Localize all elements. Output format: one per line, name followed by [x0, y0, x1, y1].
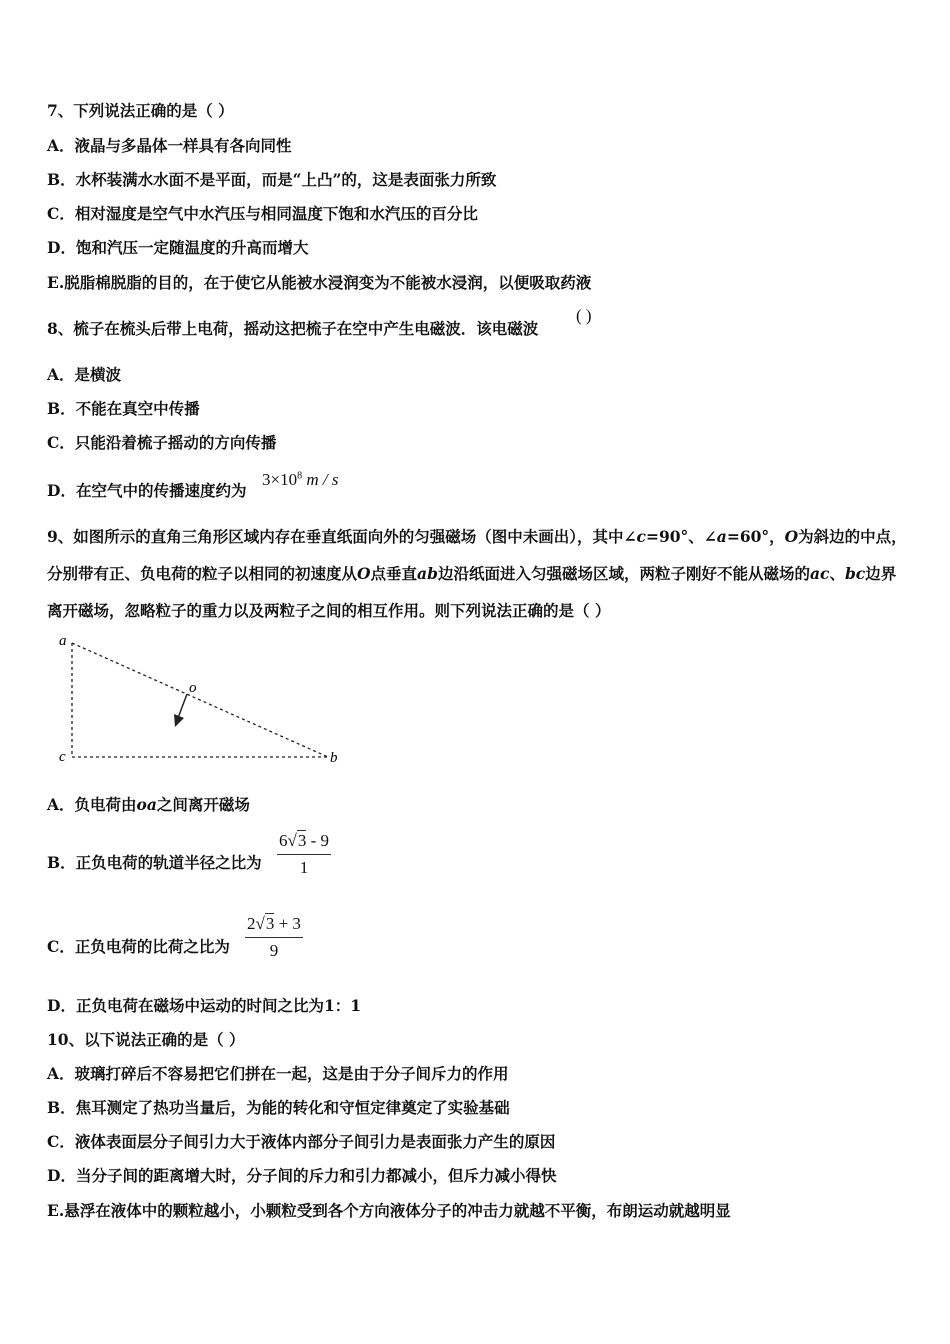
- q8-speed-formula: [262, 470, 338, 490]
- q8-stem: 8、梳子在梳头后带上电荷，摇动这把梳子在空中产生电磁波．该电磁波: [47, 319, 539, 338]
- label-o: o: [189, 680, 197, 696]
- q9-stem-part4: 边沿纸面进入匀强磁场区域，两粒子刚好不能从磁场的: [437, 564, 810, 583]
- q9-var-bc: bc: [844, 564, 866, 583]
- q7-option-b: B．水杯装满水水面不是平面，而是“上凸”的，这是表面张力所致: [47, 170, 497, 189]
- q9-stem: [47, 518, 907, 629]
- q10-option-e: E.悬浮在液体中的颗粒越小，小颗粒受到各个方向液体分子的冲击力就越不平衡，布朗运动就越明显: [47, 1201, 731, 1220]
- q9-stem-part2: 为斜边的中点，分别带有正、负电荷的粒子以相同的初速度从: [47, 527, 907, 583]
- q9-triangle-figure: [50, 628, 350, 773]
- label-c: c: [59, 749, 66, 765]
- q7-option-a: A．液晶与多晶体一样具有各向同性: [47, 136, 292, 155]
- q9-option-a-post: 之间离开磁场: [156, 795, 250, 814]
- fraction-numerator: 6√3 - 9: [277, 831, 331, 855]
- q9-stem-part5: 边界离开磁场，忽略粒子的重力以及两粒子之间的相互作用。则下列说法正确的是（ ）: [47, 564, 897, 620]
- q10-stem: 10、以下说法正确的是（ ）: [47, 1030, 245, 1049]
- q9-sep: 、: [829, 564, 845, 583]
- fraction-denominator: 1: [299, 858, 309, 877]
- q8-option-c: C．只能沿着梳子摇动的方向传播: [47, 433, 277, 452]
- q10-option-c: C．液体表面层分子间引力大于液体内部分子间引力是表面张力产生的原因: [47, 1132, 556, 1151]
- q9-option-a: [47, 795, 250, 815]
- q9-var-ab: ab: [417, 564, 438, 583]
- q9-option-d: D．正负电荷在磁场中运动的时间之比为1：1: [47, 996, 362, 1015]
- label-b: b: [330, 750, 338, 766]
- q9-ratio-b-fraction: [277, 831, 331, 878]
- q10-option-a: A．玻璃打碎后不容易把它们拼在一起，这是由于分子间斥力的作用: [47, 1064, 509, 1083]
- q10-option-b: B．焦耳测定了热功当量后，为能的转化和守恒定律奠定了实验基础: [47, 1098, 510, 1117]
- velocity-arrow-shaft: [178, 694, 187, 718]
- q7-option-d: D．饱和汽压一定随温度的升高而增大: [47, 238, 309, 257]
- q9-option-a-pre: A．负电荷由: [47, 795, 137, 814]
- q9-ratio-c-fraction: [245, 914, 303, 961]
- fraction-denominator: 9: [269, 941, 279, 960]
- q9-option-c: C．正负电荷的比荷之比为: [47, 937, 230, 956]
- q8-speed-unit: m / s: [306, 470, 339, 489]
- q9-var-ac: ac: [809, 564, 830, 583]
- q9-stem-part1: 9、如图所示的直角三角形区域内存在垂直纸面向外的匀强磁场（图中未画出），其中∠: [47, 527, 637, 546]
- q7-option-c: C．相对湿度是空气中水汽压与相同温度下饱和水汽压的百分比: [47, 204, 478, 223]
- q8-answer-bracket: ( ): [576, 306, 592, 325]
- q9-var-o2: O: [357, 564, 371, 583]
- q8-option-d-text: D．在空气中的传播速度约为: [47, 481, 247, 500]
- fraction-numerator: 2√3 + 3: [245, 914, 303, 938]
- q8-option-d: [47, 481, 246, 501]
- q10-option-d: D．当分子间的距离增大时，分子间的斥力和引力都减小，但斥力减小得快: [47, 1166, 557, 1185]
- q9-option-b: B．正负电荷的轨道半径之比为: [47, 853, 262, 872]
- q7-option-e: E.脱脂棉脱脂的目的，在于使它从能被水浸润变为不能被水浸润，以便吸取药液: [47, 273, 592, 292]
- q9-angle-c: =90°、∠: [645, 527, 717, 546]
- q9-var-a: a: [716, 527, 727, 546]
- q8-speed-exp: 8: [297, 470, 303, 482]
- q8-option-a: A．是横波: [47, 365, 122, 384]
- edge-ab: [72, 643, 328, 757]
- q9-stem-part3: 点垂直: [370, 564, 418, 583]
- q9-option-a-var: oa: [136, 795, 157, 814]
- q7-stem: 7、下列说法正确的是（ ）: [47, 101, 234, 120]
- q9-var-o: O: [784, 527, 799, 546]
- label-a: a: [59, 633, 67, 649]
- q8-speed-coef: 3×10: [262, 470, 298, 489]
- q8-option-b: B．不能在真空中传播: [47, 399, 200, 418]
- q9-angle-a: =60°，: [726, 527, 785, 546]
- q9-var-c: c: [636, 527, 646, 546]
